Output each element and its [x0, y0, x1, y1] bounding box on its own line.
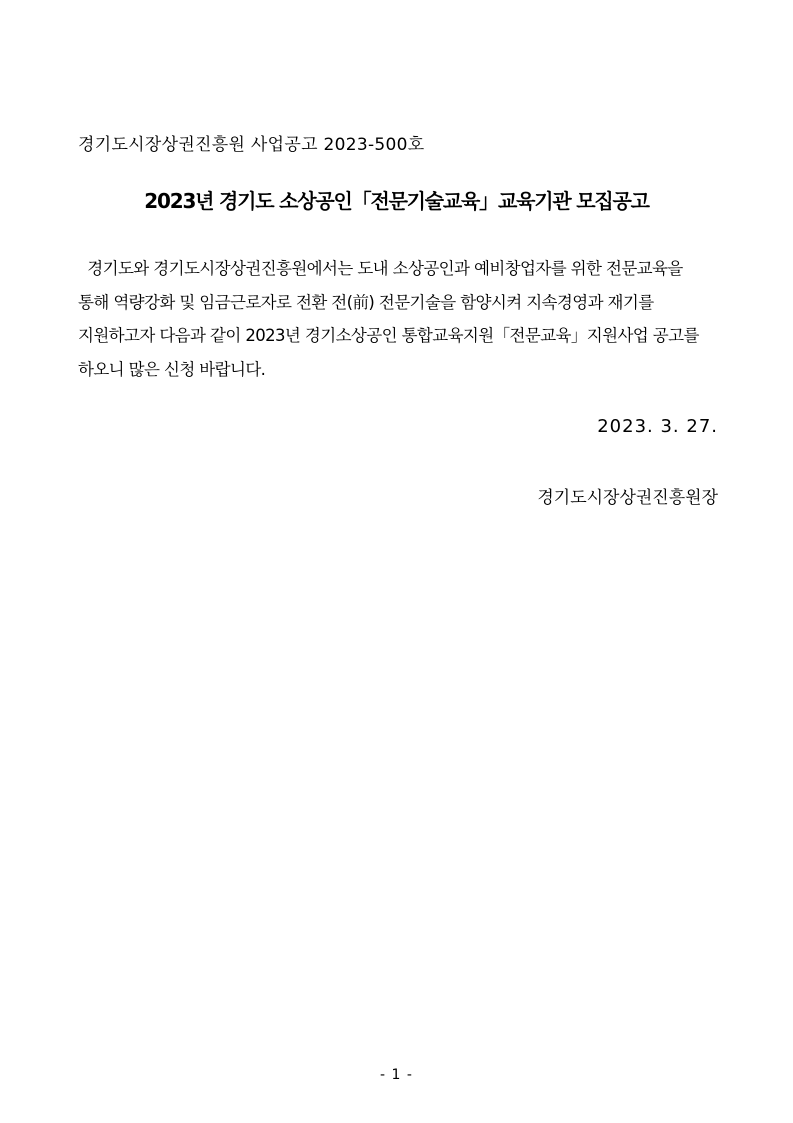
body-line: 통해 역량강화 및 임금근로자로 전환 전(前) 전문기술을 함양시켜 지속경영과 재기를 [78, 292, 654, 312]
issuer-name: 경기도시장상권진흥원장 [537, 488, 718, 508]
body-line: 경기도와 경기도시장상권진흥원에서는 도내 소상공인과 예비창업자를 위한 전문교육을 [78, 259, 683, 278]
body-line: 지원하고자 다음과 같이 2023년 경기소상공인 통합교육지원「전문교육」지원사업 공고를 [78, 326, 699, 345]
document-title: 2023년 경기도 소상공인「전문기술교육」교육기관 모집공고 [144, 189, 649, 213]
body-paragraph [78, 252, 718, 386]
announcement-date: 2023. 3. 27. [597, 416, 718, 437]
body-line: 하오니 많은 신청 바랍니다. [78, 359, 266, 379]
notice-number: 경기도시장상권진흥원 사업공고 2023-500호 [78, 135, 425, 155]
page-number: - 1 - [380, 1067, 413, 1083]
